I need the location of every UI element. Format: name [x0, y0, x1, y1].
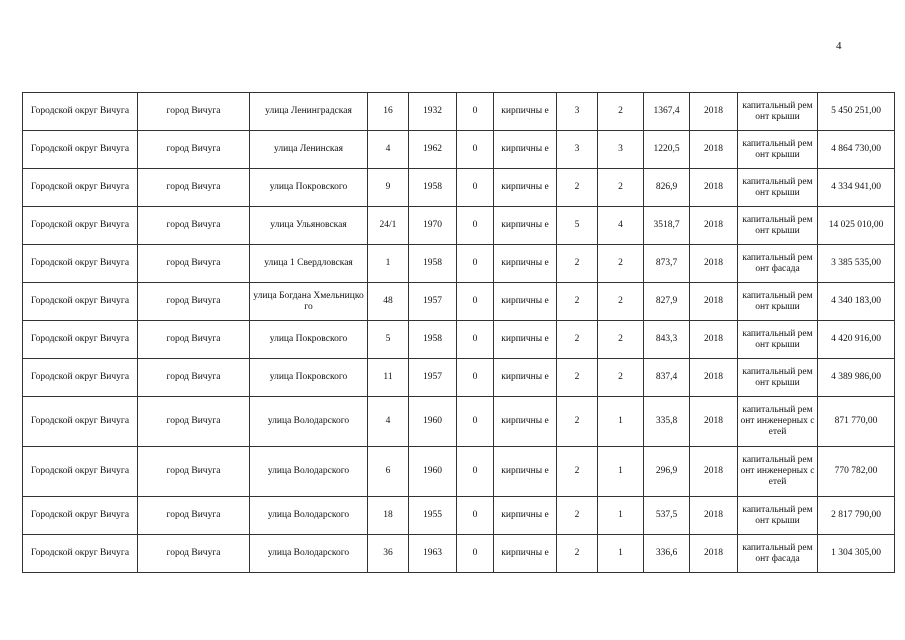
- area-cell: 873,7: [644, 245, 690, 283]
- repair-year-cell: 2018: [690, 397, 738, 447]
- floors-cell: 5: [557, 207, 598, 245]
- wall-material-cell: кирпичны е: [494, 535, 557, 573]
- work-type-cell: капитальный ремонт крыши: [738, 321, 818, 359]
- table-row: [23, 397, 895, 447]
- work-type-cell: капитальный ремонт крыши: [738, 497, 818, 535]
- street-cell: улица Володарского: [250, 535, 368, 573]
- repair-year-cell: 2018: [690, 359, 738, 397]
- year-built-cell: 1955: [409, 497, 457, 535]
- street-cell: улица Володарского: [250, 497, 368, 535]
- district-cell: Городской округ Вичуга: [23, 497, 138, 535]
- district-cell: Городской округ Вичуга: [23, 397, 138, 447]
- house-number-cell: 24/1: [368, 207, 409, 245]
- table-row: [23, 321, 895, 359]
- year-built-cell: 1958: [409, 321, 457, 359]
- cost-cell: 5 450 251,00: [818, 93, 895, 131]
- entrances-cell: 1: [598, 447, 644, 497]
- repair-year-cell: 2018: [690, 321, 738, 359]
- street-cell: улица Покровского: [250, 321, 368, 359]
- house-number-cell: 9: [368, 169, 409, 207]
- table-row: [23, 447, 895, 497]
- district-cell: Городской округ Вичуга: [23, 283, 138, 321]
- area-cell: 1367,4: [644, 93, 690, 131]
- work-type-cell: капитальный ремонт инженерных сетей: [738, 397, 818, 447]
- zero-cell: 0: [457, 245, 494, 283]
- city-cell: город Вичуга: [138, 283, 250, 321]
- table-row: [23, 245, 895, 283]
- district-cell: Городской округ Вичуга: [23, 93, 138, 131]
- wall-material-cell: кирпичны е: [494, 359, 557, 397]
- cost-cell: 2 817 790,00: [818, 497, 895, 535]
- repair-year-cell: 2018: [690, 169, 738, 207]
- entrances-cell: 2: [598, 359, 644, 397]
- work-type-cell: капитальный ремонт крыши: [738, 131, 818, 169]
- year-built-cell: 1963: [409, 535, 457, 573]
- area-cell: 537,5: [644, 497, 690, 535]
- street-cell: улица 1 Свердловская: [250, 245, 368, 283]
- work-type-cell: капитальный ремонт фасада: [738, 535, 818, 573]
- table-row: [23, 169, 895, 207]
- repair-year-cell: 2018: [690, 283, 738, 321]
- cost-cell: 1 304 305,00: [818, 535, 895, 573]
- cost-cell: 4 334 941,00: [818, 169, 895, 207]
- table-row: [23, 497, 895, 535]
- house-number-cell: 1: [368, 245, 409, 283]
- cost-cell: 770 782,00: [818, 447, 895, 497]
- repair-year-cell: 2018: [690, 245, 738, 283]
- area-cell: 3518,7: [644, 207, 690, 245]
- zero-cell: 0: [457, 169, 494, 207]
- floors-cell: 2: [557, 447, 598, 497]
- city-cell: город Вичуга: [138, 397, 250, 447]
- year-built-cell: 1970: [409, 207, 457, 245]
- district-cell: Городской округ Вичуга: [23, 359, 138, 397]
- zero-cell: 0: [457, 397, 494, 447]
- wall-material-cell: кирпичны е: [494, 93, 557, 131]
- city-cell: город Вичуга: [138, 169, 250, 207]
- house-number-cell: 5: [368, 321, 409, 359]
- city-cell: город Вичуга: [138, 535, 250, 573]
- area-cell: 296,9: [644, 447, 690, 497]
- cost-cell: 4 864 730,00: [818, 131, 895, 169]
- repair-year-cell: 2018: [690, 447, 738, 497]
- floors-cell: 2: [557, 245, 598, 283]
- entrances-cell: 2: [598, 93, 644, 131]
- city-cell: город Вичуга: [138, 447, 250, 497]
- work-type-cell: капитальный ремонт крыши: [738, 359, 818, 397]
- city-cell: город Вичуга: [138, 321, 250, 359]
- city-cell: город Вичуга: [138, 359, 250, 397]
- year-built-cell: 1957: [409, 283, 457, 321]
- year-built-cell: 1960: [409, 397, 457, 447]
- cost-cell: 14 025 010,00: [818, 207, 895, 245]
- table-row: [23, 535, 895, 573]
- zero-cell: 0: [457, 131, 494, 169]
- city-cell: город Вичуга: [138, 245, 250, 283]
- wall-material-cell: кирпичны е: [494, 207, 557, 245]
- house-number-cell: 48: [368, 283, 409, 321]
- area-cell: 336,6: [644, 535, 690, 573]
- floors-cell: 2: [557, 283, 598, 321]
- street-cell: улица Ленинградская: [250, 93, 368, 131]
- house-number-cell: 16: [368, 93, 409, 131]
- zero-cell: 0: [457, 359, 494, 397]
- zero-cell: 0: [457, 207, 494, 245]
- city-cell: город Вичуга: [138, 131, 250, 169]
- zero-cell: 0: [457, 321, 494, 359]
- entrances-cell: 1: [598, 497, 644, 535]
- city-cell: город Вичуга: [138, 207, 250, 245]
- work-type-cell: капитальный ремонт инженерных сетей: [738, 447, 818, 497]
- city-cell: город Вичуга: [138, 497, 250, 535]
- floors-cell: 3: [557, 93, 598, 131]
- street-cell: улица Богдана Хмельницкого: [250, 283, 368, 321]
- cost-cell: 4 420 916,00: [818, 321, 895, 359]
- house-number-cell: 36: [368, 535, 409, 573]
- street-cell: улица Покровского: [250, 359, 368, 397]
- district-cell: Городской округ Вичуга: [23, 131, 138, 169]
- entrances-cell: 4: [598, 207, 644, 245]
- wall-material-cell: кирпичны е: [494, 321, 557, 359]
- floors-cell: 2: [557, 397, 598, 447]
- entrances-cell: 1: [598, 397, 644, 447]
- entrances-cell: 1: [598, 535, 644, 573]
- street-cell: улица Ленинская: [250, 131, 368, 169]
- floors-cell: 2: [557, 359, 598, 397]
- area-cell: 335,8: [644, 397, 690, 447]
- street-cell: улица Ульяновская: [250, 207, 368, 245]
- repair-year-cell: 2018: [690, 535, 738, 573]
- cost-cell: 4 340 183,00: [818, 283, 895, 321]
- wall-material-cell: кирпичны е: [494, 447, 557, 497]
- zero-cell: 0: [457, 535, 494, 573]
- district-cell: Городской округ Вичуга: [23, 169, 138, 207]
- repair-year-cell: 2018: [690, 93, 738, 131]
- city-cell: город Вичуга: [138, 93, 250, 131]
- table-row: [23, 131, 895, 169]
- wall-material-cell: кирпичны е: [494, 497, 557, 535]
- wall-material-cell: кирпичны е: [494, 245, 557, 283]
- floors-cell: 2: [557, 535, 598, 573]
- house-number-cell: 4: [368, 131, 409, 169]
- year-built-cell: 1960: [409, 447, 457, 497]
- year-built-cell: 1932: [409, 93, 457, 131]
- street-cell: улица Володарского: [250, 397, 368, 447]
- house-number-cell: 4: [368, 397, 409, 447]
- area-cell: 843,3: [644, 321, 690, 359]
- wall-material-cell: кирпичны е: [494, 397, 557, 447]
- entrances-cell: 2: [598, 283, 644, 321]
- entrances-cell: 2: [598, 245, 644, 283]
- work-type-cell: капитальный ремонт крыши: [738, 207, 818, 245]
- cost-cell: 3 385 535,00: [818, 245, 895, 283]
- repair-year-cell: 2018: [690, 131, 738, 169]
- wall-material-cell: кирпичны е: [494, 283, 557, 321]
- street-cell: улица Володарского: [250, 447, 368, 497]
- wall-material-cell: кирпичны е: [494, 131, 557, 169]
- district-cell: Городской округ Вичуга: [23, 321, 138, 359]
- repair-year-cell: 2018: [690, 497, 738, 535]
- house-number-cell: 6: [368, 447, 409, 497]
- zero-cell: 0: [457, 283, 494, 321]
- year-built-cell: 1958: [409, 245, 457, 283]
- area-cell: 826,9: [644, 169, 690, 207]
- floors-cell: 2: [557, 169, 598, 207]
- district-cell: Городской округ Вичуга: [23, 245, 138, 283]
- floors-cell: 2: [557, 497, 598, 535]
- cost-cell: 4 389 986,00: [818, 359, 895, 397]
- district-cell: Городской округ Вичуга: [23, 447, 138, 497]
- district-cell: Городской округ Вичуга: [23, 535, 138, 573]
- entrances-cell: 3: [598, 131, 644, 169]
- table-row: [23, 359, 895, 397]
- wall-material-cell: кирпичны е: [494, 169, 557, 207]
- area-cell: 827,9: [644, 283, 690, 321]
- table-row: [23, 207, 895, 245]
- table-row: [23, 93, 895, 131]
- zero-cell: 0: [457, 93, 494, 131]
- area-cell: 1220,5: [644, 131, 690, 169]
- work-type-cell: капитальный ремонт крыши: [738, 283, 818, 321]
- entrances-cell: 2: [598, 321, 644, 359]
- year-built-cell: 1957: [409, 359, 457, 397]
- street-cell: улица Покровского: [250, 169, 368, 207]
- page-number: 4: [836, 40, 842, 52]
- floors-cell: 3: [557, 131, 598, 169]
- repair-year-cell: 2018: [690, 207, 738, 245]
- year-built-cell: 1962: [409, 131, 457, 169]
- table-body: [23, 93, 895, 573]
- work-type-cell: капитальный ремонт фасада: [738, 245, 818, 283]
- entrances-cell: 2: [598, 169, 644, 207]
- work-type-cell: капитальный ремонт крыши: [738, 93, 818, 131]
- zero-cell: 0: [457, 447, 494, 497]
- floors-cell: 2: [557, 321, 598, 359]
- district-cell: Городской округ Вичуга: [23, 207, 138, 245]
- year-built-cell: 1958: [409, 169, 457, 207]
- zero-cell: 0: [457, 497, 494, 535]
- cost-cell: 871 770,00: [818, 397, 895, 447]
- table-row: [23, 283, 895, 321]
- house-number-cell: 11: [368, 359, 409, 397]
- housing-repair-table: [22, 92, 895, 573]
- house-number-cell: 18: [368, 497, 409, 535]
- area-cell: 837,4: [644, 359, 690, 397]
- work-type-cell: капитальный ремонт крыши: [738, 169, 818, 207]
